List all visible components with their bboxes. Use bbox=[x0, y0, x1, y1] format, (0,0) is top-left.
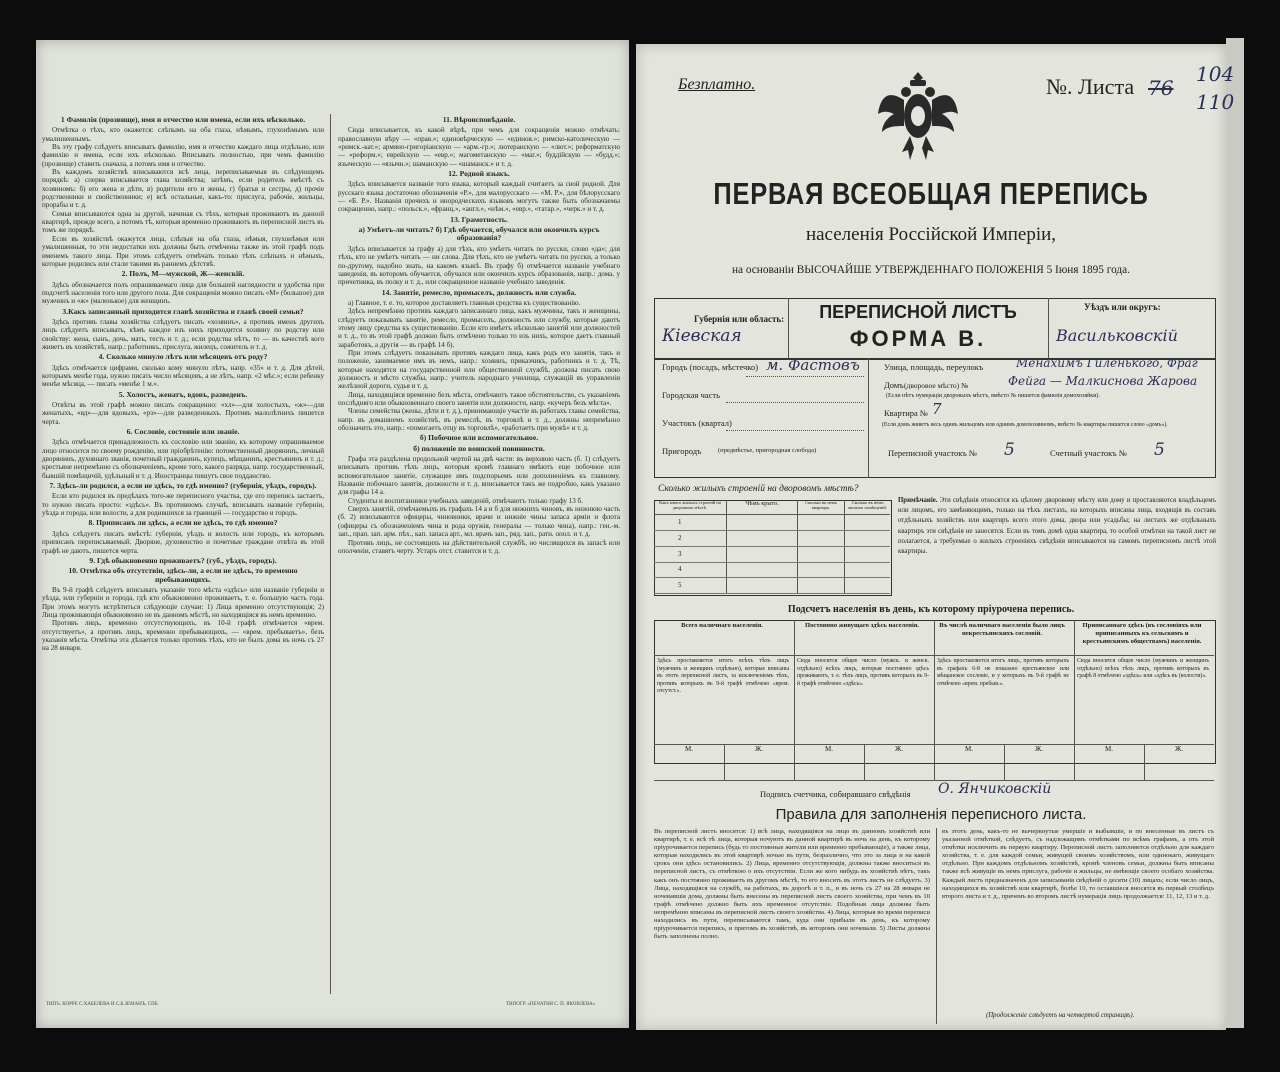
buildings-row bbox=[654, 562, 890, 578]
instruction-paragraph: а) Главное, т. е. то, которое доставляетъ главныя средства къ существованію. bbox=[348, 298, 581, 307]
note-title: Примѣчаніе. bbox=[898, 497, 938, 504]
gubernia-label: Губернія или область: bbox=[694, 314, 785, 324]
instruction-heading: 12. Родной языкъ. bbox=[448, 169, 510, 179]
instruction-paragraph: Отвѣты въ этой графѣ можно писать сокращенно: «хл»—для холостыхъ, «ж»—для женатыхъ, «вд»—для вдовыхъ, «рз»—для разведенныхъ. Противъ малолѣтнихъ пишется черта. bbox=[42, 401, 324, 426]
instruction-heading: б) Побочное или вспомогательное. bbox=[419, 433, 539, 443]
city-district-label: Городская часть bbox=[662, 390, 720, 400]
note-text: Эти свѣдѣнія относятся къ цѣлому дворовому мѣсту или дому и проставляются владѣльцемъ или лицомъ, его замѣняющимъ, только на тѣхъ листахъ, на которыхъ вписаны лица, входящія въ составъ отдѣльныхъ хозяйствъ или квартиръ всего этого дома, двора или усадьбы; на листахъ же отдѣльныхъ квартиръ эти свѣдѣнія не заносятся. Если въ томъ домѣ одна квартира, то особой отмѣтки на такой лист не полагается, а требуемые о жилыхъ строеніяхъ свѣдѣнія вписываются на самомъ переписномъ листѣ этой квартиры. bbox=[898, 497, 1217, 556]
sheet-number-value: 76 bbox=[1148, 76, 1174, 100]
instruction-paragraph: Семьи вписываются одна за другой, начиная съ тѣхъ, которыя проживаютъ въ данной квартирѣ, прежде всего, а потомъ тѣ, которыя временно проживаютъ въ переписной листъ въ томъ же порядкѣ. bbox=[42, 209, 324, 235]
note-block bbox=[898, 496, 1216, 557]
divider bbox=[868, 358, 869, 478]
female-count-cell: Ж. bbox=[1004, 744, 1074, 781]
sheet-number-label: №. Листа bbox=[1046, 74, 1135, 99]
divider bbox=[654, 780, 1214, 781]
rules-title: Правила для заполненія переписного листа. bbox=[775, 806, 1087, 823]
apartment-value: 7 bbox=[932, 400, 942, 418]
instruction-paragraph: Здѣсь отмѣчается принадлежность къ сословію или званію, къ которому опрашиваемое лицо относится по своему рожденію, или пріобрѣтенію: потомственный дворянинъ, личный дворянинъ, духовнаго званія, почетный гражданинъ, купецъ, мѣщанинъ, крестьянинъ и т. д.; крестьяне непремѣнно съ обозначеніемъ, кроме того, какого разряда, напр. государственный, бывшій помѣщичій, удѣльный и т. д. Иностранцы пишутъ свое подданство. bbox=[42, 438, 324, 480]
instruction-paragraph: Лица, находящіяся временно безъ мѣста, отмѣчаютъ такое обстоятельство, съ указаніемъ послѣдняго или обыкновеннаго своего занятія или должности, напр. «кучеръ безъ мѣста». bbox=[338, 390, 620, 407]
instruction-heading: 7. Здѣсь-ли родился, а если не здѣсь, то гдѣ именно? (губернія, уѣздъ, городъ). bbox=[49, 481, 317, 491]
rules-continued: (Продолженіе слѣдуетъ на четвертой страницѣ). bbox=[986, 1012, 1135, 1019]
gubernia-value: Кіевская bbox=[662, 326, 742, 346]
buildings-title: Сколько жилыхъ строеній на дворовомъ мѣстѣ? bbox=[658, 484, 859, 494]
printer-footer-left: ТИПЪ. КОРРЕ С.ХАБЕЛЕВА И С.Б.ЗЕМАНЪ, СПБ. bbox=[46, 1002, 159, 1007]
left-page bbox=[36, 40, 629, 1028]
uezd-label: Уѣздъ или округъ: bbox=[1084, 302, 1161, 312]
female-count-cell: Ж. bbox=[724, 744, 794, 781]
count-header: Приписаннаго здѣсь (въ сословіяхъ или приписанныхъ къ сельскимъ и крестьянскимъ обществамъ) населенія. bbox=[1082, 622, 1202, 645]
free-label: Безплатно. bbox=[678, 76, 756, 93]
male-count-cell: М. bbox=[794, 744, 865, 781]
count-header: Въ числѣ наличнаго населенія было лицъ некрестьянскихъ сословій. bbox=[939, 622, 1065, 637]
census-form-page bbox=[636, 44, 1235, 1030]
instruction-paragraph: Здѣсь противъ главы хозяйства слѣдуетъ писать «хозяинъ», а противъ именъ другихъ лицъ слѣдуетъ вписывать, кѣмъ каждое изъ нихъ приходится хозяину по родству или свойству: жена, сынъ, дочь, мать, тесть и т. д.; если родства нѣтъ, то — въ качествѣ кого живетъ въ хозяйствѣ, напр.: работникъ, прислуга, жилецъ, сожитель и т. д. bbox=[42, 317, 324, 351]
instruction-heading: 6. Сословіе, состояніе или званіе. bbox=[126, 427, 240, 437]
count-district-value: 5 bbox=[1154, 440, 1165, 460]
suburb-note: (предмѣстье, пригородная слобода) bbox=[718, 447, 817, 454]
instruction-heading: 13. Грамотность. bbox=[450, 214, 508, 224]
buildings-row-number: 5 bbox=[678, 581, 682, 590]
buildings-row-number: 2 bbox=[678, 533, 682, 542]
instruction-heading: а) Умѣетъ-ли читать? б) Гдѣ обучается, обучался или окончилъ курсъ образованія? bbox=[358, 225, 600, 243]
rules-column-1: Въ переписной листъ вносятся: 1) всѣ лица, находящіяся на лицо въ данномъ хозяйствѣ или квартирѣ, т. е. всѣ тѣ лица, которыя ночуютъ въ данной квартирѣ въ ночь на день, къ которому пріурочивается перепись (будь то постоянные жители или временно пребывающіе), а также лица, которыя находились въ этой квартирѣ ночью въ пути, безразлично, что это за лица и на какой срокъ они здѣсь остановились. 2) Лица, временно отсутствующія, должны также вноситься въ переписной листъ, съ отмѣткою о ихъ отсутствіи. Если же кого нибудь въ хозяйствѣ нѣтъ, такъ какъ онъ постоянно проживаетъ въ другомъ мѣстѣ, то его вносить въ этотъ листъ не слѣдуетъ. 3) Лица, находящіяся на службѣ, на работахъ, въ дорогѣ и т. п., и въ ночь съ 27 на 28 января не ночевавшія дома, должны быть внесены въ переписной листъ своего хозяйства, при чемъ въ 10 графѣ отмѣчено должно быть ихъ временное отсутствіе. Подобныя лица должны быть непремѣнно вписаны въ переписной листъ своего хозяйства. 4) Лица, которыя во время переписи находились въ пути, переписываются тамъ, куда они прибыли въ день, къ которому пріурочивается перепись, и притомъ въ хозяйствѣ, въ которомъ они ночевали. 5) Листы должны быть заполнены полно. bbox=[654, 828, 930, 941]
instruction-paragraph: Въ 9-й графѣ слѣдуетъ вписывать указаніе того мѣста «здѣсь» или названіе губерніи и уѣзда, или губерніи и города, гдѣ кто обыкновенно проживаетъ, т. е. большую часть года. При этомъ могутъ встрѣтиться слѣдующіе случаи: 1) Лица временно отсутствующія; 2) Лица проживающія обыкновенно не въ данномъ мѣстѣ, но находящіяся въ немъ временно. bbox=[42, 585, 324, 619]
house-hint: (Если нѣтъ нумераціи дворовыхъ мѣстъ, вмѣсто № пишется фамилія домохозяйки). bbox=[886, 393, 1100, 399]
buildings-row-number: 3 bbox=[678, 549, 682, 558]
street-value: Менахимъ Гиленького, Фраг bbox=[1016, 356, 1198, 370]
buildings-row bbox=[654, 515, 890, 531]
dotted-line bbox=[726, 402, 864, 404]
instruction-heading: 11. Вѣроисповѣданіе. bbox=[442, 115, 516, 124]
instruction-paragraph: Здѣсь вписывается за графу а) для тѣхъ, кто умѣетъ читать по русски, слово «да»; для тѣхъ, кто не умѣетъ читать — ни слова. Для тѣхъ, кто не умѣетъ читать по русски, а только по-другому, надобно знать, на какомъ языкѣ. Въ графу б) отмѣчается названіе учебнаго заведенія, въ которомъ обучается, обучался или окончилъ курсъ образованія, напр.: дома, у причетника, въ полку и т. д., или сокращенное названіе учебнаго заведенія. bbox=[338, 244, 620, 287]
count-description: Сюда вносится общее число (мужчинъ и женщинъ отдѣльно) всѣхъ тѣхъ лицъ, противъ которыхъ въ графѣ 8 отмѣчено «здѣсь» или «здѣсь въ (волости)». bbox=[1077, 658, 1209, 680]
instruction-paragraph: Графа эта раздѣлена продольной чертой на двѣ части: въ верхнюю часть (б. 1) слѣдуетъ вписывать противъ тѣхъ лицъ, которыя кромѣ главнаго имѣютъ еще побочное или вспомогательное занятіе, служащее имъ подспорьемъ или дополненіемъ къ главному. Названіе побочнаго занятія, должности и т. д. вписывается такъ же подробно, какъ указано для графы 14 а. bbox=[338, 455, 620, 497]
instruction-paragraph: Здѣсь обозначается полъ опрашиваемаго лица для большей наглядности и удобства при подсчетѣ населенія того или другого пола. Для сокращенія можно писать «М» (большое) для мужчинъ и «ж» (маленькое) для женщинъ. bbox=[42, 280, 324, 306]
count-title: Подсчетъ населенія въ день, къ которому пріурочена перепись. bbox=[787, 604, 1075, 615]
instruction-paragraph: Если въ хозяйствѣ окажутся лица, слѣпыя на оба глаза, нѣмыя, глухонѣмыя или умалишенныя, то эти недостатки ихъ должны быть отмѣчены также въ этой графѣ подъ именемъ такого лица. При этомъ слѣдуетъ отмѣчать только тѣхъ слѣпыхъ и нѣмыхъ, которые родились или стали такими въ раннемъ дѣтствѣ. bbox=[42, 234, 324, 268]
instruction-paragraph: Сюда вписывается, къ какой вѣрѣ, при чемъ для сокращенія можно отмѣчать: православную вѣру — «прав.»; единовѣрческую — «единов.»; римско-католическую — «римск.-кат.»; армяно-григоріанскую — «арм.-гр.»; лютеранскую — «лют.»; реформатскую — «реформ.»; еврейскую — «евр.»; магометанскую — «маг.»; буддійскую — «будд.»; языческую — «язычн.»; шаманскую — «шаманск.» и т. д. bbox=[338, 126, 620, 168]
form-title: ПЕРВАЯ ВСЕОБЩАЯ ПЕРЕПИСЬ bbox=[713, 176, 1149, 211]
margin-number-2: 110 bbox=[1196, 90, 1235, 114]
instruction-paragraph: Въ каждомъ хозяйствѣ вписываются всѣ лица, переписываемыя въ слѣдующемъ порядкѣ: а) сперва вписывается глава хозяйства; затѣмъ, если родитель вмѣстѣ съ хозяиномъ: б) его жена и дѣти, в) родители его и жены, г) братья и сестры, д) прочіе родственники и свойственники; е) всѣ остальные, какъ-то: прислуга, рабочіе, жильцы, прорабы и т. д. bbox=[42, 168, 324, 210]
count-header: Постоянно живущаго здѣсь населенія. bbox=[804, 622, 920, 629]
uezd-value: Васильковскій bbox=[1056, 326, 1178, 345]
rules-column-2: въ этотъ день, какъ-то не вычеркнутые умершіе и выбывшіе, и по внесенные въ листъ съ указанной отмѣткой, слѣдуетъ, съ надлежащимъ отмѣтками по всѣмъ графамъ, а отъ этой отмѣтки исключить въ первую квартиру. Переписной листъ заполняется отдѣльно для каждаго хозяйства, т. е. для каждой семьи, живущей своимъ хозяйствомъ, или одинокаго, живущаго отдѣльно. При каждомъ отдѣльномъ хозяйствѣ, кромѣ членовъ семьи, должны быть вписаны также всѣ живущіе въ немъ прислуга, рабочіе и жильцы, не имѣющіе своего особаго хозяйства. Каждый листъ предназначенъ для записыванія свѣдѣній о десяти (10) лицахъ; если число лицъ, находящихся въ хозяйствѣ или квартирѣ, болѣе 10, то оставшіеся вносятся въ первый столбецъ второго листа и т. д., причемъ во второмъ листѣ нумерація лицъ продолжается: 11, 12, 13 и т. д. bbox=[942, 828, 1214, 900]
census-district-label: Переписной участокъ № bbox=[888, 448, 977, 458]
female-count-cell: Ж. bbox=[1144, 744, 1214, 781]
instruction-paragraph: Здѣсь вписывается названіе того языка, который каждый считаетъ за свой родной. Для русскаго языка достаточно обозначенія «Р.», для малорусскаго — «М. Р.», для бѣлорусскаго — «Б. Р.». Названія прочихъ и инородческихъ языковъ могутъ также быть обозначаемы сокращенно, напр.: «польск.», «франц.», «англ.», «нѣм.», «евр.», «татар.», «черк.» и т. д. bbox=[338, 180, 620, 214]
count-description: Здѣсь проставляется итогъ лицъ, противъ которыхъ въ графахъ 6-8 не показано крестьянское или мѣщанское сословіе, и у которыхъ въ 9-й графѣ не отмѣчено «врем. пребыв.». bbox=[937, 658, 1069, 687]
instruction-heading: 5. Холостъ, женатъ, вдовъ, разведенъ. bbox=[118, 389, 248, 399]
instruction-paragraph: Отмѣтка о тѣхъ, кто окажется: слѣпымъ на оба глаза, нѣмымъ, глухонѣмымъ или умалишеннымъ. bbox=[42, 126, 324, 143]
male-count-cell: М. bbox=[1074, 744, 1145, 781]
count-description: Сюда вносится общее число (мужск. и женск. отдѣльно) всѣхъ лицъ, которыя постоянно здѣсь проживаютъ, т. е. тѣхъ лицъ, противъ которыхъ въ 9-й графѣ отмѣчено «здѣсь». bbox=[797, 658, 929, 687]
instruction-paragraph: Здѣсь слѣдуетъ писать вмѣстѣ: губернія, уѣздъ и волость или городъ, къ которымъ приписанъ переписываемый. Дворяне, духовенство и почетные граждане отвѣта въ этой графѣ не даютъ, пишется черта. bbox=[42, 529, 324, 555]
instruction-paragraph: Сверхъ занятій, отмѣчаемыхъ въ графахъ 14 а и б для нижнихъ чиновъ, въ нижнюю часть (б. 2) вписываются офицеры, чиновники, врачи и нижніе чины запаса армiи и флота (офицеры съ обозначеніемъ чина и рода оружія, генералы — только чина), напр.: ген.-м. зап., прап. зап. арм. пѣх., кап. запаса арт., мл. врачъ зап., ряд. зап., ратн. опол. и т. д. bbox=[338, 505, 620, 539]
divider bbox=[936, 828, 937, 1024]
count-district-label: Счетный участокъ № bbox=[1050, 448, 1127, 458]
instruction-paragraph: Здѣсь непремѣнно противъ каждаго записаннаго лица, какъ мужчины, такъ и женщины, слѣдуетъ показывать занятіе, ремесло, промыселъ, должность или службу, которые даютъ этому лицу средства къ существованію. Если кто имѣетъ нѣсколько занятій или должностей и т. д., то въ этой графѣ должно быть отмѣчено только то изъ нихъ, которое даетъ главный заработокъ, а другія — въ графѣ 14 б). bbox=[338, 307, 620, 349]
instruction-paragraph: Члены семейства (жены, дѣти и т. д.), принимающіе участіе въ работахъ главы семейства, напр. въ домашнемъ хозяйствѣ, въ ремеслѣ, въ торговлѣ и т. д., должны непремѣнно обозначить это, напр.: «помогаетъ отцу въ торговлѣ», «работаетъ при мужѣ» и т. д. bbox=[338, 407, 620, 433]
apartment-label: Квартира № bbox=[884, 408, 929, 418]
form-subtitle: населенія Россійской Имперіи, bbox=[805, 224, 1057, 245]
divider bbox=[1048, 298, 1049, 360]
street-label: Улица, площадь, переулокъ bbox=[884, 362, 984, 372]
page-edge bbox=[1226, 38, 1244, 1028]
double-headed-eagle-icon bbox=[876, 70, 960, 166]
instruction-heading: 3.Какъ записанный приходится главѣ хозяйства и главѣ своей семьи? bbox=[62, 306, 304, 316]
instruction-paragraph: Студенты и воспитанники учебныхъ заведеній, отмѣчаютъ только графу 13 б. bbox=[348, 496, 583, 505]
divider bbox=[654, 655, 1214, 656]
buildings-row-number: 4 bbox=[678, 565, 682, 574]
dotted-line bbox=[726, 430, 864, 432]
district-label: Участокъ (квартал) bbox=[662, 418, 732, 428]
buildings-row bbox=[654, 531, 890, 547]
buildings-header-2: Чѣмъ крыто. bbox=[727, 500, 798, 594]
town-label: Городъ (посадъ, мѣстечко) bbox=[662, 362, 759, 372]
column-divider bbox=[330, 114, 331, 994]
buildings-row bbox=[654, 578, 890, 594]
instruction-paragraph: Противъ лицъ, временно отсутствующихъ, въ 10-й графѣ отмѣчается «врем. отсутствуетъ», а противъ лицъ, временно пребывающихъ, — «врем. пребываетъ», безъ указанія мѣста. Отмѣтка эта дѣлается только противъ тѣхъ, кто не былъ дома въ ночь съ 27 на 28 января. bbox=[42, 619, 324, 653]
signature-value: О. Янчиковскій bbox=[938, 781, 1052, 797]
buildings-row bbox=[654, 547, 890, 563]
instruction-paragraph: Если кто родился въ предѣлахъ того-же переписного участка, где его перепись застаетъ, то нужно писать просто: «здѣсь». Въ противномъ случаѣ, вписывать названіе губерніи, уѣзда и города, или волости, а для родившихся за границей — государство и городъ. bbox=[42, 492, 324, 518]
instruction-heading: 2. Полъ, М—мужской, Ж—женскій. bbox=[121, 269, 245, 279]
printer-footer-right: ТИПОГР. «ПЕЧАТНЯ С. П. ЯКОВЛЕВА» bbox=[506, 1002, 596, 1007]
apartment-hint: (Если домъ живетъ весь одинъ жильцомъ или однимъ домохозяиномъ, вмѣсто № квартиры пишется слово «домъ»). bbox=[882, 422, 1168, 428]
instruction-heading: б) положеніе по воинской повинности. bbox=[413, 443, 545, 453]
instruction-heading: 9. Гдѣ обыкновенно проживаетъ? (губ., уѣздъ, городъ). bbox=[89, 555, 277, 565]
instruction-heading: 1 Фамилія (прозвище), имя и отчество или имена, если ихъ нѣсколько. bbox=[60, 115, 306, 124]
buildings-row-number: 1 bbox=[678, 518, 682, 526]
count-header: Всего наличнаго населенія. bbox=[681, 622, 763, 629]
margin-number-1: 104 bbox=[1196, 62, 1235, 86]
male-count-cell: М. bbox=[934, 744, 1005, 781]
house-label: Домъ bbox=[884, 380, 904, 390]
count-description: Здѣсь проставляется итогъ всѣхъ тѣхъ лицъ (мужчинъ и женщинъ отдѣльно), которые вписаны въ этотъ переписной листъ, за исключеніемъ тѣхъ, противъ которыхъ въ 9-й графѣ отмѣчено «врем. отсутст.». bbox=[657, 658, 789, 695]
sheet-type: ПЕРЕПИСНОЙ ЛИСТЪ bbox=[819, 302, 1017, 322]
town-value: м. Фастовъ bbox=[766, 356, 860, 374]
instructions-column-1 bbox=[42, 114, 324, 653]
suburb-label: Пригородъ bbox=[662, 446, 702, 456]
instruction-heading: 8. Приписанъ ли здѣсь, а если не здѣсь, то гдѣ именно? bbox=[88, 518, 278, 528]
male-count-cell: М. bbox=[654, 744, 725, 781]
buildings-header-1: Какъ много жилыхъ строеній на дворовомъ мѣстѣ. bbox=[654, 500, 727, 594]
buildings-header-3: Сколько въ немъ квартиръ. bbox=[798, 500, 845, 594]
dotted-line bbox=[746, 376, 864, 378]
instruction-heading: 10. Отмѣтка объ отсутствіи, здѣсь-ли, а если не здѣсь, то временно пребывающихъ. bbox=[68, 566, 298, 584]
instruction-heading: 14. Занятіе, ремесло, промыселъ, должность или служба. bbox=[381, 287, 577, 297]
female-count-cell: Ж. bbox=[864, 744, 934, 781]
instruction-heading: 4. Сколько минуло лѣтъ или мѣсяцевъ отъ роду? bbox=[98, 352, 268, 362]
instruction-paragraph: Здѣсь отмѣчается цифрами, сколько кому минуло лѣтъ, напр. «35» и т. д. Для дѣтей, которымъ менѣе года, нужно писать число мѣсяцевъ, а не лѣтъ, напр. «2 мѣс.»; если ребенку менѣе мѣсяца, — писать «менѣе 1 м.». bbox=[42, 363, 324, 389]
buildings-header-4: Сколько въ немъ жилыхъ помѣщеній. bbox=[848, 500, 887, 510]
instruction-paragraph: Противъ лицъ, не состоящихъ на дѣйствительной службѣ, но числящихся въ запасѣ или ополченіи, ставятъ черту. Устаръ отст. ставится и т. д. bbox=[338, 538, 620, 555]
census-district-value: 5 bbox=[1004, 440, 1015, 460]
signature-label: Подпись счетчика, собиравшаго свѣдѣнія bbox=[760, 789, 911, 799]
house-value: Фейга — Малкиснова Жарова bbox=[1008, 374, 1198, 388]
decree-line: на основаніи ВЫСОЧАЙШЕ УТВЕРЖДЕННАГО ПОЛОЖЕНІЯ 5 Іюня 1895 года. bbox=[731, 264, 1131, 276]
instructions-column-2 bbox=[338, 114, 620, 555]
house-note: (дворовое мѣсто) № bbox=[904, 381, 969, 390]
instruction-paragraph: При этомъ слѣдуетъ показывать противъ каждаго лица, какъ родъ его занятія, такъ и положеніе, занимаемое имъ въ немъ, напр.: хозяинъ, приказчикъ, работникъ и т. д. Тѣ, которые находятся на государственной или общественной службѣ, должны писать свою должность и мѣсто службы, напр.: учитель народнаго училища, служащій въ управленіи желѣзной дороги, судья и т. д. bbox=[338, 348, 620, 391]
form-letter: ФОРМА В. bbox=[849, 326, 987, 351]
instruction-paragraph: Въ эту графу слѣдуетъ вписывать фамилію, имя и отчество каждаго лица отдѣльно, или фамилію и имена, если ихъ нѣсколько. Вписывать полностью, при чемъ фамилію (прозвище) ставить сначала, а потомъ имя и отчество. bbox=[42, 143, 324, 168]
